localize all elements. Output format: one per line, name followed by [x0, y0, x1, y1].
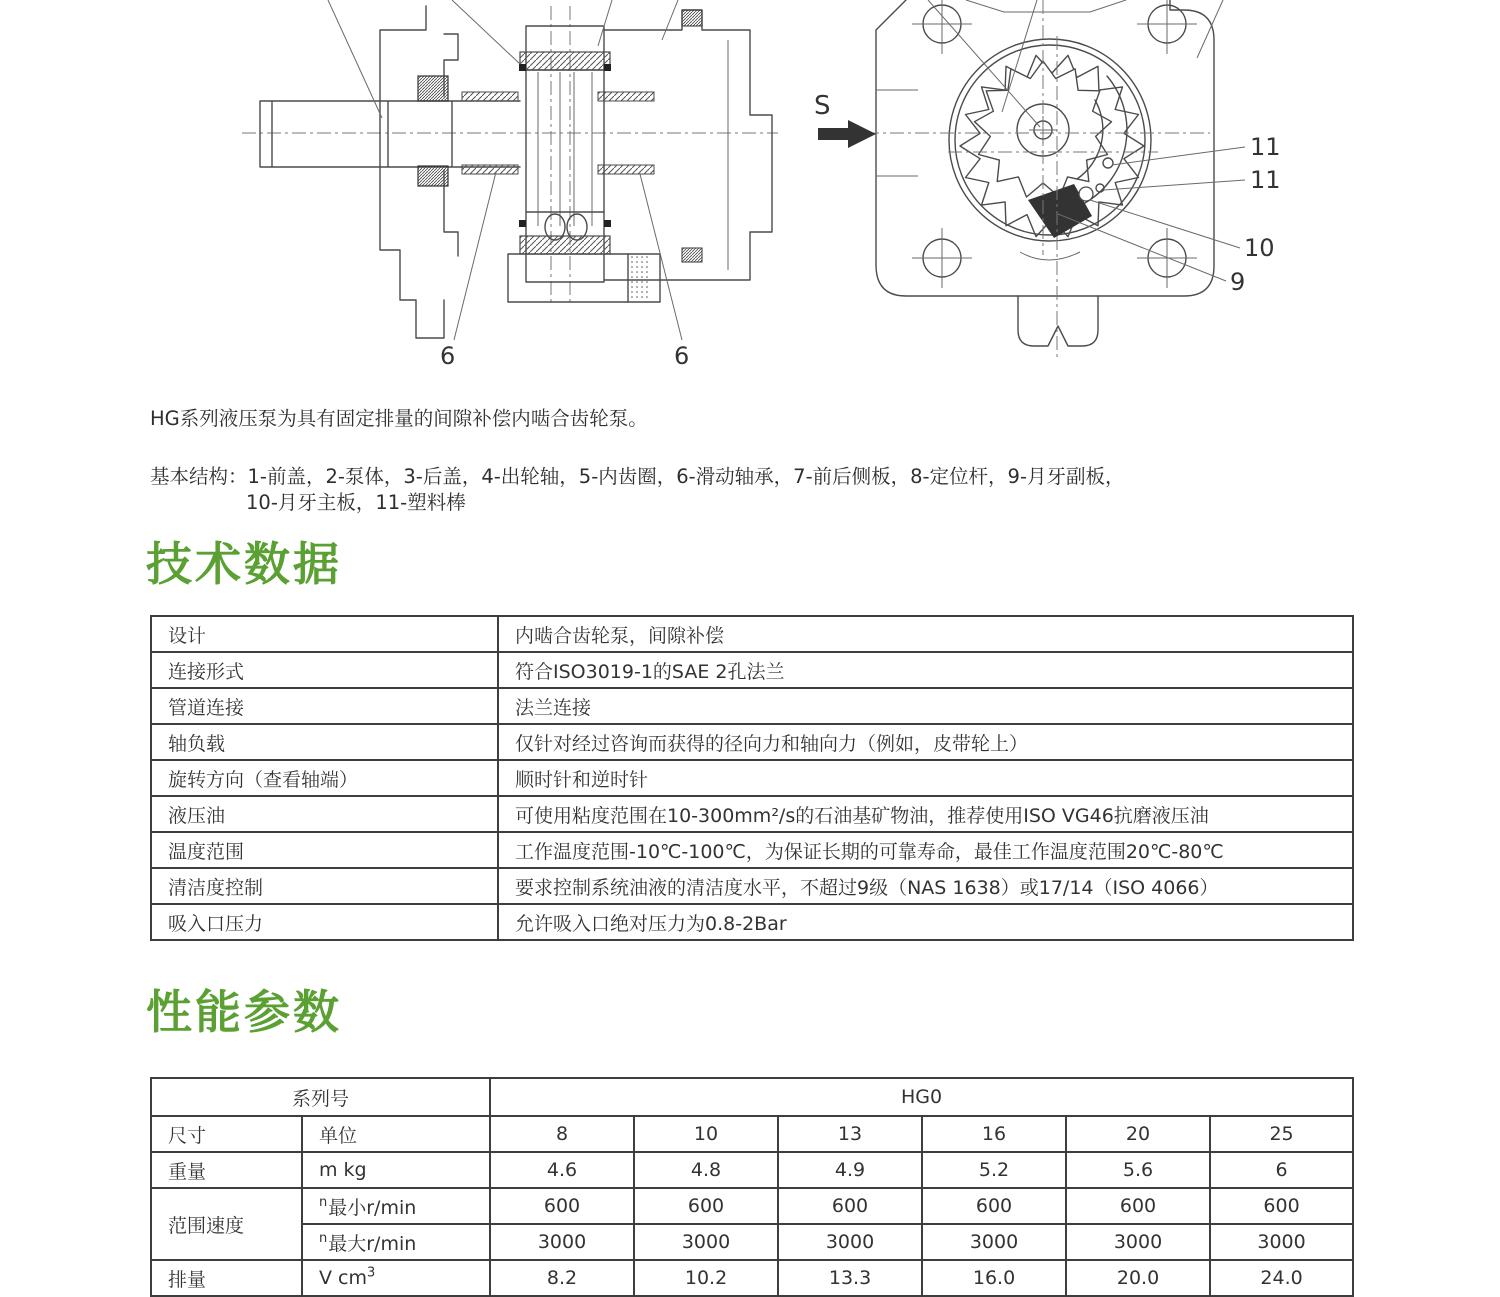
sliding-bearing-right: [598, 92, 654, 101]
bearing-cap-top: [520, 52, 610, 70]
weight-value: 5.6: [1066, 1152, 1210, 1188]
table-row: [151, 760, 1353, 796]
table-row: [151, 1078, 1353, 1116]
tech-label: 清洁度控制: [151, 868, 498, 904]
table-row: [151, 796, 1353, 832]
table-row: [151, 616, 1353, 652]
row-unit: V $cm^3$: [302, 1260, 490, 1296]
table-row: [151, 1152, 1353, 1188]
row-unit: $^n$最大r/min: [302, 1224, 490, 1260]
weight-value: 4.9: [778, 1152, 922, 1188]
table-row: [151, 1260, 1353, 1296]
structure-label: 基本结构：: [150, 465, 248, 488]
sliding-bearing-left: [462, 92, 518, 101]
tech-label: 管道连接: [151, 688, 498, 724]
displacement-value: 13.3: [778, 1260, 922, 1296]
row-label: 范围速度: [151, 1188, 302, 1260]
row-label: 重量: [151, 1152, 302, 1188]
tech-value: 仅针对经过咨询而获得的径向力和轴向力（例如，皮带轮上）: [498, 724, 1353, 760]
tech-value: 顺时针和逆时针: [498, 760, 1353, 796]
max-speed-value: 3000: [778, 1224, 922, 1260]
displacement-value: 24.0: [1210, 1260, 1353, 1296]
row-unit: m kg: [302, 1152, 490, 1188]
bearing-cap-bottom: [520, 236, 610, 254]
table-row: [151, 1116, 1353, 1152]
min-speed-value: 600: [490, 1188, 634, 1224]
performance-table: [150, 1077, 1354, 1297]
tech-section-title: 技术数据: [146, 537, 342, 591]
max-speed-value: 3000: [1210, 1224, 1353, 1260]
size-label: 尺寸: [151, 1116, 302, 1152]
max-speed-value: 3000: [922, 1224, 1066, 1260]
displacement-value: 8.2: [490, 1260, 634, 1296]
series-value: HG0: [490, 1078, 1353, 1116]
tech-label: 液压油: [151, 796, 498, 832]
cross-section-drawing: [230, 0, 790, 370]
table-row: [151, 1224, 1353, 1260]
tech-data-table: [150, 615, 1354, 941]
size-value: 10: [634, 1116, 778, 1152]
tech-value: 要求控制系统油液的清洁度水平，不超过9级（NAS 1638）或17/14（ISO 4066）: [498, 868, 1353, 904]
tech-value: 工作温度范围-10℃-100℃，为保证长期的可靠寿命，最佳工作温度范围20℃-80℃: [498, 832, 1353, 868]
displacement-value: 20.0: [1066, 1260, 1210, 1296]
callout-6-left: 6: [440, 342, 456, 370]
row-label: 排量: [151, 1260, 302, 1296]
table-row: [151, 832, 1353, 868]
weight-value: 6: [1210, 1152, 1353, 1188]
tech-label: 连接形式: [151, 652, 498, 688]
displacement-value: 16.0: [922, 1260, 1066, 1296]
size-value: 20: [1066, 1116, 1210, 1152]
tech-value: 内啮合齿轮泵，间隙补偿: [498, 616, 1353, 652]
displacement-value: 10.2: [634, 1260, 778, 1296]
structure-line1: 基本结构：1-前盖，2-泵体，3-后盖，4-出轮轴，5-内齿圈，6-滑动轴承，7-前后侧板，8-定位杆，9-月牙副板，: [150, 465, 1125, 488]
min-speed-value: 600: [778, 1188, 922, 1224]
table-row: [151, 1188, 1353, 1224]
tech-value: 允许吸入口绝对压力为0.8-2Bar: [498, 904, 1353, 940]
callout-9: 9: [1230, 268, 1246, 296]
table-row: [151, 724, 1353, 760]
size-value: 25: [1210, 1116, 1353, 1152]
row-unit: $^n$最小r/min: [302, 1188, 490, 1224]
tech-label: 轴负载: [151, 724, 498, 760]
min-speed-value: 600: [634, 1188, 778, 1224]
min-speed-value: 600: [1066, 1188, 1210, 1224]
max-speed-value: 3000: [634, 1224, 778, 1260]
inlet-arrow-icon: [818, 120, 876, 148]
tech-value: 可使用粘度范围在10-300mm²/s的石油基矿物油，推荐使用ISO VG46抗磨液压油: [498, 796, 1353, 832]
tech-label: 旋转方向（查看轴端）: [151, 760, 498, 796]
structure-line2: 10-月牙主板，11-塑料棒: [246, 491, 466, 514]
shaft-seal: [418, 76, 448, 101]
size-value: 13: [778, 1116, 922, 1152]
callout-10: 10: [1244, 234, 1275, 262]
table-row: [151, 904, 1353, 940]
callout-6-right: 6: [674, 342, 690, 370]
tech-value: 符合ISO3019-1的SAE 2孔法兰: [498, 652, 1353, 688]
inlet-s-label: S: [814, 91, 831, 121]
callout-11b: 11: [1250, 166, 1281, 194]
size-value: 16: [922, 1116, 1066, 1152]
table-row: [151, 652, 1353, 688]
table-row: [151, 688, 1353, 724]
max-speed-value: 3000: [1066, 1224, 1210, 1260]
tech-label: 吸入口压力: [151, 904, 498, 940]
tech-label: 温度范围: [151, 832, 498, 868]
weight-value: 4.6: [490, 1152, 634, 1188]
min-speed-value: 600: [1210, 1188, 1353, 1224]
tech-value: 法兰连接: [498, 688, 1353, 724]
weight-value: 5.2: [922, 1152, 1066, 1188]
perf-section-title: 性能参数: [146, 985, 342, 1039]
pump-description: HG系列液压泵为具有固定排量的间隙补偿内啮合齿轮泵。: [150, 407, 648, 430]
series-label: 系列号: [151, 1078, 490, 1116]
callout-11a: 11: [1250, 133, 1281, 161]
weight-value: 4.8: [634, 1152, 778, 1188]
front-view-drawing: [790, 0, 1300, 360]
min-speed-value: 600: [922, 1188, 1066, 1224]
tech-label: 设计: [151, 616, 498, 652]
unit-label: 单位: [302, 1116, 490, 1152]
max-speed-value: 3000: [490, 1224, 634, 1260]
table-row: [151, 868, 1353, 904]
size-value: 8: [490, 1116, 634, 1152]
